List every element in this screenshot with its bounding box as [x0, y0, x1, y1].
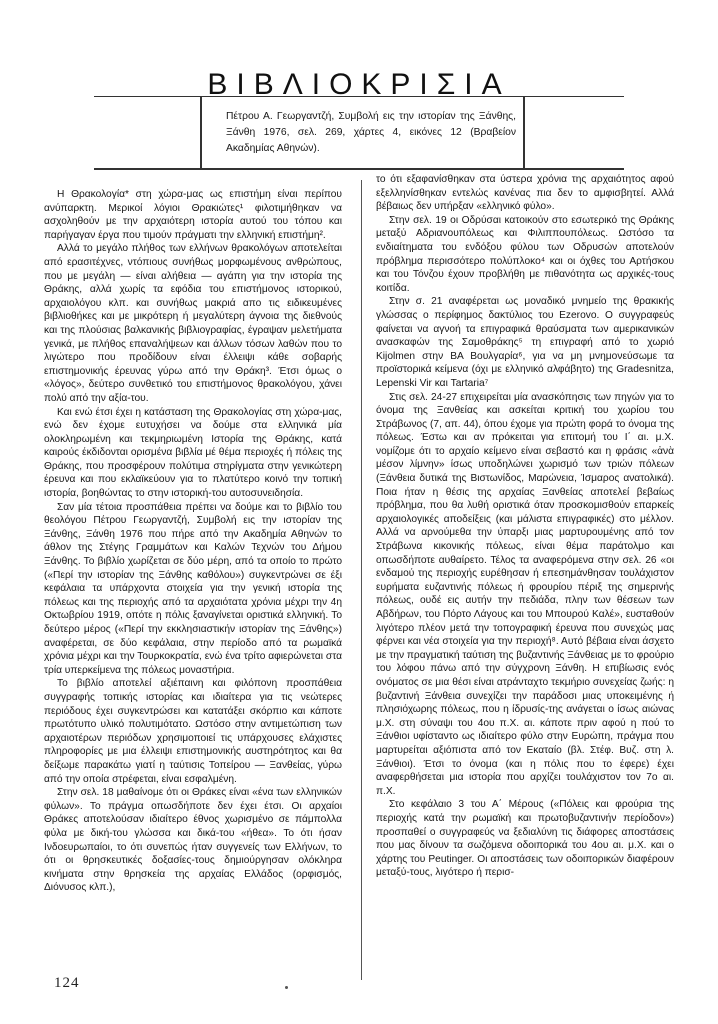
citation-box-left-bar	[200, 96, 202, 168]
paragraph: Η Θρακολογία* στη χώρα-μας ως επιστήμη είναι περίπου ανύπαρκτη. Μερικοί λόγιοι Θρακιώτες¹ φιλοτιμήθηκαν να ασχοληθούν με την αρχαιότερη ιστορία αυτού του τόπου και παρήγαγαν έργα που τιμούν πράγματι την ελληνική επιστήμη².	[44, 189, 342, 241]
review-citation: Πέτρου Α. Γεωργαντζή, Συμβολή εις την ιστορίαν της Ξάνθης, Ξάνθη 1976, σελ. 269, χάρτες 4, εικόνες 12 (Βραβείον Ακαδημίας Αθηνών).	[226, 111, 516, 154]
paragraph: Αλλά το μεγάλο πλήθος των ελλήνων θρακολόγων αποτελείται από ερασιτέχνες, ντόπιους συνήθως μορφωμένους ανθρώπους, που με μεγάλη — είναι αλήθεια — αγάπη για την ιστορία της Θράκης, αλλά χωρίς τα εφόδια του επιστήμονος ιστορικού, αρχαιολόγου κλπ. και συνήθως μακριά απο τις ειδικευμένες βιβλιοθήκες και με μικρότερη ή μεγαλύτερη άγνοια της διεθνούς και της πλούσιας βαλκανικής βιβλιογραφίας, έγραψαν μελετήματα γενικά, με πλήθος επαναλήψεων και άλλων τόσων λαθών που το λιγώτερο που προδίδουν είναι έλλειψι κάθε σοβαρής επιστημονικής έρευνας γύρω από την Θράκη³. Έτσι όμως ο «λόγος», δεύτερο συνθετικό του επιστήμονος θρακολόγου, χάνει πολύ από την αξία-του.	[44, 243, 342, 404]
paragraph: Στις σελ. 24-27 επιχειρείται μία ανασκόπησις των πηγών για το όνομα της Ξανθείας και ασκείται κριτική του χωρίου του Στράβωνος (7, απ. 44), όπου έχομε για πρώτη φορά το όνομα της πόλεως. Έστω και αν πρόκειται για επιτομή του Ι΄ αι. μ.Χ. νομίζομε ότι το αρχαίο κείμενο είναι σεβαστό και η φράσις «ἀνὰ μέσον λίμνην» ίσως υποδηλώνει χωρισμό των τριών πόλεων (Ξάνθεια δυτικά της Βιστωνίδος, Μαρώνεια, Ίσμαρος ανατολικά). Ποια ήταν η θέσις της αρχαίας Ξανθείας αποτελεί βεβαίως πρόβλημα, που θα λυθή οριστικά όταν προσκομισθούν επαρκείς αρχαιολογικές αποδείξεις (και μάλιστα επιγραφικές) στο μέλλον. Αλλά να αρνούμεθα την ύπαρξι μιας μαρτυρουμένης από τον Στράβωνα κικονικής πόλεως, είναι θέμα παράτολμο και οπωσδήποτε αυθαίρετο. Τέλος τα αναφερόμενα στην σελ. 26 «οι ενδαμού της περιοχής ευρέθησαν ή επεσημάνθησαν τουλάχιστον ευρήματα ευζαντινής πόλεως ή φρουρίου πέριξ της σημερινής πόλεως, ουδέ εις αυτήν την πεδιάδα, πλην των θέσεων των Αβδήρων, του Πόρτο Λάγους και του Μπουρού Καλέ», ευσταθούν λιγότερο πλέον μετά την τοπογραφική έρευνα που συνεχώς μας φέρνει και νέα στοιχεία για την περιοχή⁸. Αυτό βέβαια είναι άσχετο με την πραγματική ταύτιση της βυζαντινής Ξάνθειας με το φρούριο του λόφου πάνω από την σύγχρονη Ξάνθη. Η επιβίωσις ενός ονόματος σε μια θέσι είναι ατράνταχτο τεκμήριο συνεχείας ζωής: η βυζαντινή Ξάνθεια συνεχίζει την παράδοσι μιας υποκειμένης ή πλησιόχωρης πόλεως, που η ίδρυσίς-της ανάγεται ο ίσως αιώνας μ.Χ. στη σύναψι του 4ου π.Χ. αι. κάποτε πριν αφού η πού το Ξάνθιοι υφίσταντο ως ιδιαίτερο φύλο στην Ευρώπη, πράγμα που μαρτυρείται αξιόπιστα από τον Εκαταίο (βλ. Στέφ. Βυζ. στη λ. Ξάνθιοι). Έτσι το όνομα (και η πόλις που το έφερε) έχει αναφερθήσεται μια ιστορία που αρχίζει τουλάχιστον τον 7ο αι. π.Χ.	[376, 391, 674, 797]
paragraph: Το βιβλίο αποτελεί αξιέπαινη και φιλόπονη προσπάθεια συγγραφής τοπικής ιστορίας και ιδιαίτερα για τις νεώτερες περιόδους έχει συγκεντρώσει και κατατάξει σκόρπιο και κάποτε πρωτότυπο υλικό πολυτιμότατο. Ωστόσο στην αντιμετώπιση των αρχαιοτέρων περιόδων χρησιμοποιεί τις υπάρχουσες ελάχιστες πληροφορίες με μια έλλειψι επιστημονικής αυστηρότητος και θα δείξωμε παρακάτω γιατί η ταύτισις Τοπείρου — Ξανθείας, γύρω από την οποία στρέφεται, είναι εσφαλμένη.	[44, 678, 342, 785]
title-rule-top	[94, 96, 624, 97]
paragraph: Στην σελ. 18 μαθαίνομε ότι οι Θράκες είναι «ένα των ελληνικών φύλων». Το πράγμα οπωσδήποτε δεν έχει έτσι. Οι αρχαίοι Θράκες αποτελούσαν ιδιαίτερο έθνος χωρισμένο σε πάμπολλα φύλα με δική-του γλώσσα και δικά-του «ήθεα». Το ότι ήσαν Ινδοευρωπαίοι, το ότι συνεπώς ήταν συγγενείς των Ελλήνων, το ότι οι θρησκευτικές δοξασίες-τους δημιούργησαν ολόκληρα κινήματα στην θρησκεία της αρχαίας Ελλάδος (ορφισμός, Διόνυσος κλπ.),	[44, 787, 342, 894]
paragraph: Σαν μία τέτοια προσπάθεια πρέπει να δούμε και το βιβλίο του θεολόγου Πέτρου Γεωργαντζή, Συμβολή εις την ιστορίαν της Ξάνθης, Ξάνθη 1976 που πήρε από την Ακαδημία Αθηνών το άθλον της Στέγης Γραμμάτων και Καλών Τεχνών του Δήμου Ξάνθης. Το βιβλίο χωρίζεται σε δύο μέρη, από τα οποίο το πρώτο («Περί την ιστορίαν της Ξάνθης καθόλου») συγκεντρώνει σε έξι κεφάλαια τα υπάρχοντα στοιχεία για την γενική ιστορία της πόλεως και της περιοχής από τα αρχαιότατα χρόνια μέχρι την 4η Οκτωβρίου 1919, οπότε η πόλις ξαναγίνεται οριστικά ελληνική. Το δεύτερο μέρος («Περί την εκκλησιαστικήν ιστορίαν της Ξάνθης») αναφέρεται, σε δύο κεφάλαια, στην περίοδο από τα ρωμαϊκά χρόνια μέχρι και την Τουρκοκρατία, ενώ ένα τρίτο αφιερώνεται στα τρία υπερκείμενα της πόλεως μοναστήρια.	[44, 501, 342, 676]
page-number: 124	[54, 975, 80, 991]
right-column	[376, 173, 674, 983]
paragraph: Στην σ. 21 αναφέρεται ως μοναδικό μνημείο της θρακικής γλώσσας ο περίφημος δακτύλιος του Ezerovo. Ο συγγραφεύς φαίνεται να αγνοή τα επιγραφικά θραύσματα των αμερικανικών ανασκαφών της Σαμοθράκης⁵ τη επιγραφή από το χωριό Kijolmen στην ΒΑ Βουλγαρία⁶, για να μη μνημονεύσωμε τα προϊστορικά κείμενα (όχι με ελληνικό αλφάβητο) της Gradesnitza, Lepenski Vir και Tartaria⁷	[376, 296, 674, 389]
left-column	[44, 188, 342, 984]
paragraph: Στο κεφάλαιο 3 του Α΄ Μέρους («Πόλεις και φρούρια της περιοχής κατά την ρωμαϊκή και πρωτοβυζαντινήν περίοδον») προσπαθεί ο συγγραφεύς να ξεδιαλύνη τις διάφορες αποστάσεις που μας δίνουν τα σωζόμενα οδοιπορικά του 4ου αι. μ.Χ. και ο χάρτης του Peutinger. Οι αποστάσεις των οδοιπορικών διαφέρουν μεταξύ-τους, λιγότερο ή περισ-	[376, 799, 674, 879]
column-divider	[361, 180, 362, 980]
paragraph: Στην σελ. 19 οι Οδρύσαι κατοικούν στο εσωτερικό της Θράκης μεταξύ Αδριανουπόλεως και Φιλιππουπόλεως. Ωστόσο τα ενδιαίτηματα του ενδόξου φύλου των Οδρυσών αποτελούν πρόβλημα περισσότερο πολύπλοκο⁴ και οι όχθες του Αρτήσκου και του Τόνζου έχουν προβλήθη με πιθανότητα ως αρχικές-τους κοιτίδα.	[376, 214, 674, 294]
title-rule-bottom	[94, 168, 624, 170]
paragraph: Και ενώ έτσι έχει η κατάσταση της Θρακολογίας στη χώρα-μας, ενώ δεν έχομε ευτυχήσει να δούμε στα ελληνικά μία ολοκληρωμένη και τεκμηριωμένη Ιστορία της Θράκης, κατά καιρούς έκδιδονται ορισμένα βιβλία μέ θέμα περιοχές ή πόλεις της Θράκης, που προσφέρουν πολύτιμα στηρίγματα στην γενικώτερη έρευνα και που εκλαϊκεύουν για το πλατύτερο κοινό την τοπική ιστορία, βοηθώντας το στην ιστορική-του αυτοσυνειδησία.	[44, 406, 342, 500]
scan-speck	[285, 986, 288, 989]
paragraph: το ότι εξαφανίσθηκαν στα ύστερα χρόνια της αρχαιότητος αφού εξελληνίσθηκαν εντελώς κανένας πια δεν το αμφισβητεί. Αλλά βέβαιως δεν υπήρξαν «ελληνικό φύλο».	[376, 174, 674, 213]
citation-box-right-bar	[523, 96, 525, 168]
page-title: ΒΙΒΛΙΟΚΡΙΣΙΑ	[207, 68, 511, 101]
